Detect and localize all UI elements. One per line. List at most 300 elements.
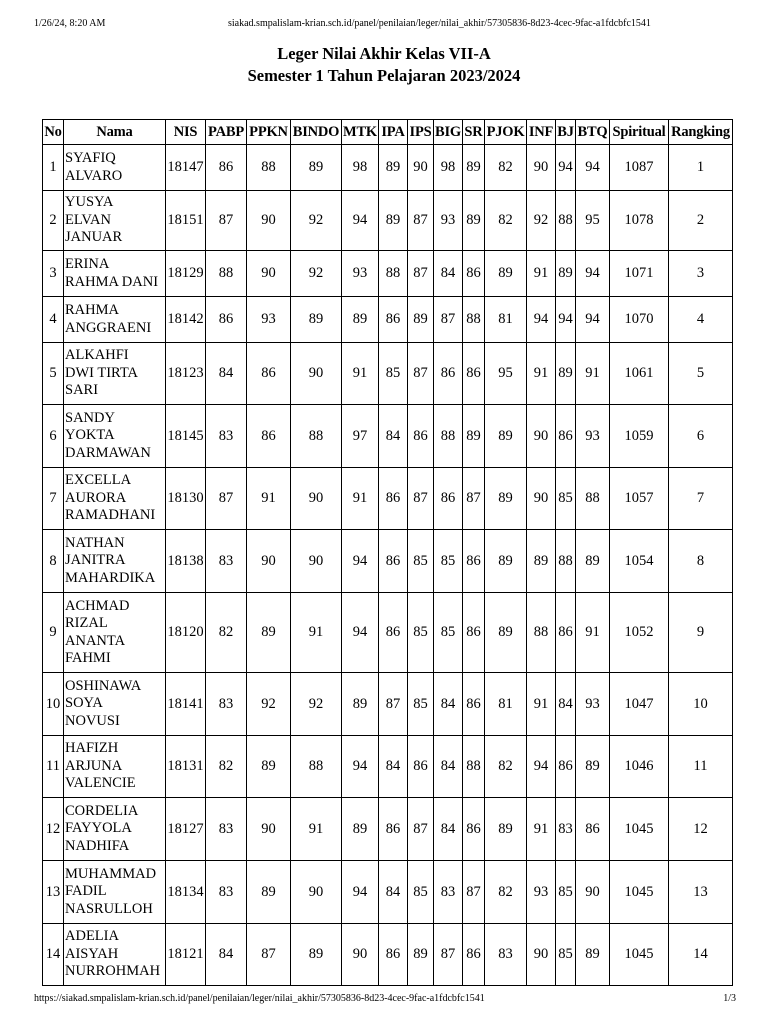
column-header: Spiritual [610, 120, 669, 145]
student-name [64, 593, 166, 673]
page-number: 1/3 [723, 993, 736, 1004]
ranking: 7 [669, 468, 733, 530]
subject-score: 89 [485, 593, 527, 673]
row-number: 4 [43, 297, 64, 343]
subject-score: 85 [556, 924, 576, 986]
student-name-line: NOVUSI [65, 712, 120, 729]
student-nis: 18134 [166, 861, 206, 924]
subject-score: 89 [408, 924, 434, 986]
print-footer-url: https://siakad.smpalislam-krian.sch.id/panel/penilaian/leger/nilai_akhir/57305836-8d23-4cec-9fac-a1fdcbfc1541 [34, 993, 485, 1004]
subject-score: 87 [408, 191, 434, 251]
subject-score: 82 [485, 145, 527, 191]
subject-score: 90 [408, 145, 434, 191]
subject-score: 85 [556, 861, 576, 924]
spiritual-total: 1087 [610, 145, 669, 191]
student-name-line: SARI [65, 382, 99, 399]
table-row [43, 343, 733, 405]
ranking: 8 [669, 530, 733, 593]
row-number: 3 [43, 251, 64, 297]
subject-score: 84 [206, 343, 247, 405]
subject-score: 89 [342, 798, 379, 861]
subject-score: 90 [527, 405, 556, 468]
spiritual-total: 1057 [610, 468, 669, 530]
subject-score: 85 [408, 861, 434, 924]
student-name-line: ANANTA [65, 632, 126, 649]
subject-score: 90 [291, 530, 342, 593]
subject-score: 89 [408, 297, 434, 343]
table-row [43, 191, 733, 251]
subject-score: 81 [485, 673, 527, 736]
student-name-line: NATHAN [65, 534, 125, 551]
subject-score: 89 [379, 145, 408, 191]
subject-score: 86 [379, 593, 408, 673]
subject-score: 89 [463, 191, 485, 251]
leger-table [42, 119, 733, 986]
student-nis: 18127 [166, 798, 206, 861]
subject-score: 98 [434, 145, 463, 191]
spiritual-total: 1046 [610, 736, 669, 798]
subject-score: 90 [527, 145, 556, 191]
student-name-line: HAFIZH [65, 740, 119, 757]
subject-score: 88 [291, 736, 342, 798]
table-header-row [43, 120, 733, 145]
student-nis: 18121 [166, 924, 206, 986]
subject-score: 86 [463, 251, 485, 297]
student-name-line: VALENCIE [65, 775, 136, 792]
table-row [43, 798, 733, 861]
subject-score: 91 [291, 593, 342, 673]
subject-score: 83 [434, 861, 463, 924]
subject-score: 90 [247, 530, 291, 593]
column-header: Nama [64, 120, 166, 145]
column-header: PABP [206, 120, 247, 145]
student-name-line: NADHIFA [65, 837, 130, 854]
student-nis: 18120 [166, 593, 206, 673]
row-number: 1 [43, 145, 64, 191]
subject-score: 92 [291, 191, 342, 251]
student-name-line: EXCELLA [65, 472, 132, 489]
subject-score: 87 [408, 251, 434, 297]
row-number: 7 [43, 468, 64, 530]
subject-score: 93 [434, 191, 463, 251]
subject-score: 90 [247, 798, 291, 861]
subject-score: 85 [408, 593, 434, 673]
student-name [64, 191, 166, 251]
subject-score: 87 [379, 673, 408, 736]
subject-score: 93 [576, 673, 610, 736]
subject-score: 87 [206, 191, 247, 251]
column-header: SR [463, 120, 485, 145]
subject-score: 84 [434, 251, 463, 297]
subject-score: 85 [379, 343, 408, 405]
subject-score: 87 [247, 924, 291, 986]
subject-score: 95 [485, 343, 527, 405]
subject-score: 88 [463, 736, 485, 798]
subject-score: 90 [342, 924, 379, 986]
student-name-line: RAHMA DANI [65, 273, 159, 290]
subject-score: 88 [576, 468, 610, 530]
subject-score: 89 [576, 530, 610, 593]
subject-score: 87 [408, 343, 434, 405]
column-header: BTQ [576, 120, 610, 145]
subject-score: 94 [342, 191, 379, 251]
subject-score: 86 [206, 297, 247, 343]
subject-score: 86 [463, 798, 485, 861]
spiritual-total: 1045 [610, 798, 669, 861]
subject-score: 89 [463, 145, 485, 191]
table-row [43, 924, 733, 986]
subject-score: 86 [463, 593, 485, 673]
subject-score: 94 [342, 736, 379, 798]
spiritual-total: 1061 [610, 343, 669, 405]
student-name-line: ANGGRAENI [65, 319, 152, 336]
subject-score: 86 [206, 145, 247, 191]
row-number: 8 [43, 530, 64, 593]
subject-score: 86 [247, 343, 291, 405]
spiritual-total: 1078 [610, 191, 669, 251]
subject-score: 84 [379, 861, 408, 924]
student-name-line: ALKAHFI [65, 347, 129, 364]
subject-score: 85 [434, 593, 463, 673]
student-name-line: MAHARDIKA [65, 569, 156, 586]
student-name-line: AISYAH [65, 945, 119, 962]
subject-score: 94 [527, 297, 556, 343]
subject-score: 90 [527, 924, 556, 986]
subject-score: 88 [291, 405, 342, 468]
student-name-line: JANITRA [65, 552, 126, 569]
subject-score: 94 [342, 593, 379, 673]
subject-score: 89 [379, 191, 408, 251]
spiritual-total: 1045 [610, 924, 669, 986]
subject-score: 94 [576, 145, 610, 191]
student-nis: 18123 [166, 343, 206, 405]
subject-score: 94 [556, 297, 576, 343]
subject-score: 84 [434, 736, 463, 798]
student-name [64, 405, 166, 468]
subject-score: 86 [379, 530, 408, 593]
student-name-line: RAHMA [65, 302, 119, 318]
subject-score: 82 [206, 736, 247, 798]
column-header: NIS [166, 120, 206, 145]
ranking: 4 [669, 297, 733, 343]
student-name-line: YOKTA [65, 427, 115, 444]
subject-score: 83 [206, 798, 247, 861]
student-nis: 18141 [166, 673, 206, 736]
subject-score: 89 [576, 736, 610, 798]
student-nis: 18142 [166, 297, 206, 343]
column-header: Rangking [669, 120, 733, 145]
subject-score: 92 [291, 673, 342, 736]
subject-score: 89 [485, 530, 527, 593]
subject-score: 83 [556, 798, 576, 861]
column-header: PJOK [485, 120, 527, 145]
student-name-line: MUHAMMAD [65, 865, 157, 882]
column-header: MTK [342, 120, 379, 145]
subject-score: 88 [434, 405, 463, 468]
column-header: No [43, 120, 64, 145]
student-name [64, 530, 166, 593]
subject-score: 86 [556, 736, 576, 798]
subject-score: 90 [291, 343, 342, 405]
column-header: IPA [379, 120, 408, 145]
subject-score: 88 [463, 297, 485, 343]
subject-score: 87 [463, 468, 485, 530]
subject-score: 90 [291, 468, 342, 530]
student-name-line: FAHMI [65, 650, 111, 666]
subject-score: 90 [527, 468, 556, 530]
subject-score: 89 [556, 251, 576, 297]
student-name [64, 145, 166, 191]
subject-score: 88 [206, 251, 247, 297]
page-subtitle: Semester 1 Tahun Pelajaran 2023/2024 [247, 66, 521, 85]
subject-score: 86 [463, 673, 485, 736]
subject-score: 86 [379, 924, 408, 986]
subject-score: 91 [247, 468, 291, 530]
subject-score: 84 [434, 673, 463, 736]
subject-score: 83 [206, 530, 247, 593]
student-name [64, 251, 166, 297]
subject-score: 89 [485, 251, 527, 297]
subject-score: 89 [291, 297, 342, 343]
subject-score: 89 [485, 468, 527, 530]
page-title: Leger Nilai Akhir Kelas VII-A [277, 44, 491, 63]
subject-score: 85 [408, 673, 434, 736]
subject-score: 89 [342, 297, 379, 343]
table-row [43, 251, 733, 297]
subject-score: 86 [247, 405, 291, 468]
student-name-line: YUSYA [65, 194, 114, 211]
ranking: 1 [669, 145, 733, 191]
subject-score: 84 [434, 798, 463, 861]
subject-score: 82 [485, 861, 527, 924]
student-name-line: RIZAL [65, 615, 108, 631]
row-number: 11 [43, 736, 64, 798]
subject-score: 93 [247, 297, 291, 343]
subject-score: 89 [247, 593, 291, 673]
subject-score: 89 [556, 343, 576, 405]
subject-score: 89 [463, 405, 485, 468]
subject-score: 93 [527, 861, 556, 924]
subject-score: 84 [379, 405, 408, 468]
subject-score: 82 [485, 736, 527, 798]
subject-score: 87 [408, 468, 434, 530]
student-name-line: AURORA [65, 489, 127, 506]
ranking: 5 [669, 343, 733, 405]
subject-score: 89 [485, 798, 527, 861]
subject-score: 91 [576, 593, 610, 673]
subject-score: 83 [206, 861, 247, 924]
subject-score: 81 [485, 297, 527, 343]
subject-score: 87 [434, 297, 463, 343]
student-name-line: ACHMAD [65, 597, 130, 614]
subject-score: 87 [408, 798, 434, 861]
student-name-line: SOYA [65, 695, 103, 712]
ranking: 3 [669, 251, 733, 297]
student-name-line: SYAFIQ [65, 150, 116, 166]
subject-score: 91 [527, 798, 556, 861]
ranking: 2 [669, 191, 733, 251]
table-row [43, 405, 733, 468]
subject-score: 86 [463, 530, 485, 593]
subject-score: 84 [379, 736, 408, 798]
row-number: 2 [43, 191, 64, 251]
subject-score: 88 [247, 145, 291, 191]
subject-score: 90 [576, 861, 610, 924]
student-name-line: RAMADHANI [65, 507, 156, 524]
student-nis: 18138 [166, 530, 206, 593]
subject-score: 97 [342, 405, 379, 468]
subject-score: 88 [556, 530, 576, 593]
subject-score: 90 [247, 191, 291, 251]
subject-score: 94 [556, 145, 576, 191]
student-name-line: ALVARO [65, 167, 123, 184]
print-header-url: siakad.smpalislam-krian.sch.id/panel/penilaian/leger/nilai_akhir/57305836-8d23-4cec-9fac-a1fdcbfc1541 [228, 18, 651, 29]
subject-score: 88 [527, 593, 556, 673]
subject-score: 94 [342, 530, 379, 593]
subject-score: 89 [342, 673, 379, 736]
subject-score: 86 [408, 736, 434, 798]
subject-score: 94 [527, 736, 556, 798]
row-number: 9 [43, 593, 64, 673]
subject-score: 88 [556, 191, 576, 251]
subject-score: 85 [408, 530, 434, 593]
student-nis: 18145 [166, 405, 206, 468]
subject-score: 87 [434, 924, 463, 986]
student-nis: 18151 [166, 191, 206, 251]
student-name [64, 673, 166, 736]
student-nis: 18131 [166, 736, 206, 798]
subject-score: 92 [247, 673, 291, 736]
subject-score: 82 [485, 191, 527, 251]
ranking: 13 [669, 861, 733, 924]
student-name-line: FADIL [65, 883, 107, 900]
subject-score: 86 [463, 924, 485, 986]
spiritual-total: 1059 [610, 405, 669, 468]
subject-score: 86 [434, 468, 463, 530]
subject-score: 83 [206, 673, 247, 736]
student-name [64, 924, 166, 986]
subject-score: 89 [485, 405, 527, 468]
table-row [43, 861, 733, 924]
subject-score: 83 [206, 405, 247, 468]
student-name-line: DARMAWAN [65, 444, 151, 461]
subject-score: 83 [485, 924, 527, 986]
subject-score: 89 [291, 924, 342, 986]
print-datetime: 1/26/24, 8:20 AM [34, 18, 106, 29]
table-row [43, 593, 733, 673]
table-row [43, 468, 733, 530]
column-header: BIG [434, 120, 463, 145]
subject-score: 90 [247, 251, 291, 297]
subject-score: 94 [576, 251, 610, 297]
subject-score: 86 [576, 798, 610, 861]
student-name [64, 343, 166, 405]
student-name [64, 861, 166, 924]
student-name [64, 736, 166, 798]
student-name [64, 297, 166, 343]
ranking: 6 [669, 405, 733, 468]
subject-score: 84 [206, 924, 247, 986]
row-number: 5 [43, 343, 64, 405]
student-name-line: SANDY [65, 409, 115, 426]
subject-score: 86 [556, 593, 576, 673]
subject-score: 91 [527, 673, 556, 736]
subject-score: 98 [342, 145, 379, 191]
subject-score: 86 [379, 798, 408, 861]
column-header: INF [527, 120, 556, 145]
ranking: 10 [669, 673, 733, 736]
ranking: 9 [669, 593, 733, 673]
spiritual-total: 1052 [610, 593, 669, 673]
subject-score: 93 [576, 405, 610, 468]
student-name [64, 468, 166, 530]
table-row [43, 673, 733, 736]
student-name [64, 798, 166, 861]
column-header: IPS [408, 120, 434, 145]
subject-score: 89 [527, 530, 556, 593]
student-name-line: ARJUNA [65, 757, 123, 774]
student-nis: 18130 [166, 468, 206, 530]
spiritual-total: 1045 [610, 861, 669, 924]
student-name-line: OSHINAWA [65, 677, 142, 694]
subject-score: 93 [342, 251, 379, 297]
column-header: BJ [556, 120, 576, 145]
student-nis: 18129 [166, 251, 206, 297]
subject-score: 87 [206, 468, 247, 530]
subject-score: 84 [556, 673, 576, 736]
student-name-line: JANUAR [65, 229, 123, 246]
subject-score: 86 [434, 343, 463, 405]
column-header: BINDO [291, 120, 342, 145]
subject-score: 95 [576, 191, 610, 251]
row-number: 6 [43, 405, 64, 468]
student-name-line: DWI TIRTA [65, 364, 139, 381]
subject-score: 92 [291, 251, 342, 297]
subject-score: 86 [379, 468, 408, 530]
table-row [43, 297, 733, 343]
subject-score: 91 [576, 343, 610, 405]
subject-score: 91 [291, 798, 342, 861]
subject-score: 89 [291, 145, 342, 191]
student-name-line: CORDELIA [65, 802, 139, 819]
subject-score: 91 [342, 468, 379, 530]
subject-score: 86 [408, 405, 434, 468]
subject-score: 90 [291, 861, 342, 924]
subject-score: 85 [434, 530, 463, 593]
table-row [43, 530, 733, 593]
row-number: 12 [43, 798, 64, 861]
student-nis: 18147 [166, 145, 206, 191]
subject-score: 86 [556, 405, 576, 468]
spiritual-total: 1070 [610, 297, 669, 343]
ranking: 11 [669, 736, 733, 798]
spiritual-total: 1047 [610, 673, 669, 736]
subject-score: 94 [576, 297, 610, 343]
spiritual-total: 1054 [610, 530, 669, 593]
subject-score: 89 [576, 924, 610, 986]
subject-score: 82 [206, 593, 247, 673]
student-name-line: NASRULLOH [65, 900, 153, 917]
table-row [43, 736, 733, 798]
student-name-line: NURROHMAH [65, 963, 161, 980]
subject-score: 86 [463, 343, 485, 405]
subject-score: 92 [527, 191, 556, 251]
subject-score: 89 [247, 736, 291, 798]
student-name-line: FAYYOLA [65, 820, 132, 837]
subject-score: 86 [379, 297, 408, 343]
subject-score: 89 [247, 861, 291, 924]
subject-score: 91 [342, 343, 379, 405]
